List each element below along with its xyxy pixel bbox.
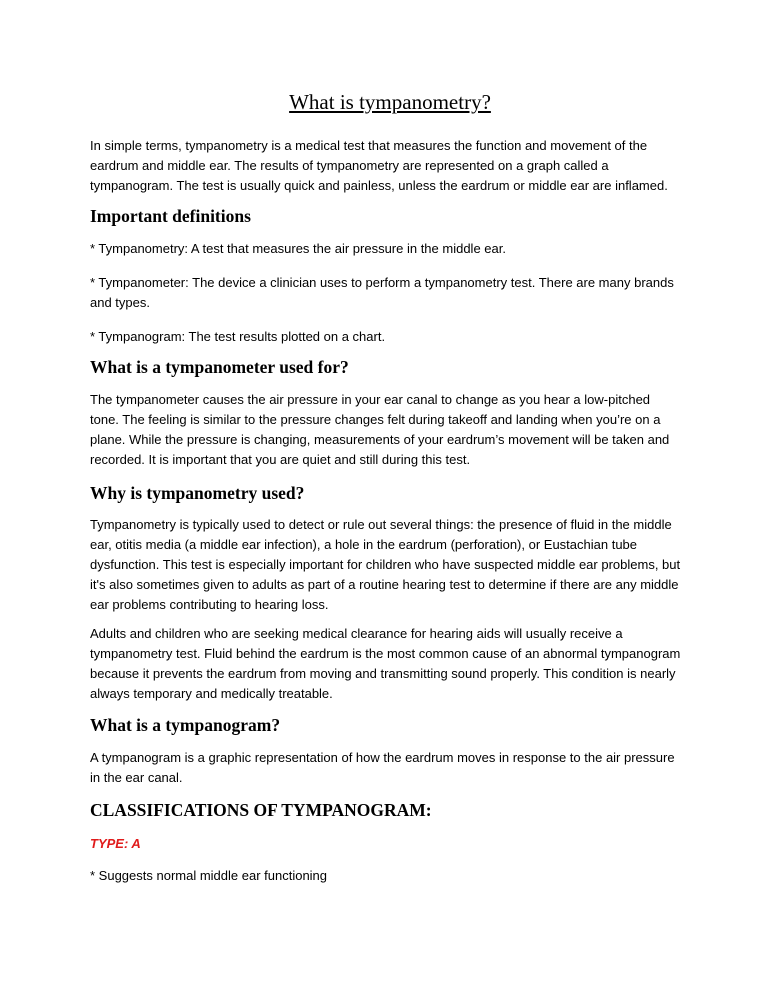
definition-item: * Tympanometry: A test that measures the air pressure in the middle ear. (90, 241, 506, 256)
type-a-note: * Suggests normal middle ear functioning (90, 868, 328, 883)
why-heading: Why is tympanometry used? (90, 483, 305, 503)
why-paragraph: Tympanometry is typically used to detect or rule out several things: the presence of fluid in the middle ear, otitis media (a middle ear infection), a hole in the eardrum (perforation), or Eustachian tube dysfunction. This test is especially important for children who have suspected middle ear problems, but it's also sometimes given to adults as part of a routine hearing test to determine if there are any middle ear problems contributing to hearing loss. (90, 517, 681, 612)
page-title: What is tympanometry? (289, 90, 491, 114)
intro-paragraph: In simple terms, tympanometry is a medical test that measures the function and movement of the eardrum and middle ear. The results of tympanometry are represented on a graph called a tympanogram. The test is usually quick and painless, unless the eardrum or middle ear are inflamed. (90, 138, 668, 193)
why-paragraph: Adults and children who are seeking medical clearance for hearing aids will usually receive a tympanometry test. Fluid behind the eardrum is the most common cause of an abnormal tympanogram because it prevents the eardrum from moving and transmitting sound properly. This condition is nearly always temporary and medically treatable. (90, 626, 681, 701)
definition-item: * Tympanometer: The device a clinician uses to perform a tympanometry test. There are many brands and types. (90, 275, 674, 310)
classifications-heading: CLASSIFICATIONS OF TYMPANOGRAM: (90, 800, 432, 820)
uses-heading: What is a tympanometer used for? (90, 357, 349, 377)
uses-paragraph: The tympanometer causes the air pressure in your ear canal to change as you hear a low-pitched tone. The feeling is similar to the pressure changes felt during takeoff and landing when you’re on a plane. While the pressure is changing, measurements of your eardrum’s movement will be taken and recorded. It is important that you are quiet and still during this test. (90, 392, 670, 467)
tympanogram-heading: What is a tympanogram? (90, 715, 281, 735)
definitions-heading: Important definitions (90, 206, 251, 226)
type-a-label: TYPE: A (90, 836, 141, 851)
definition-item: * Tympanogram: The test results plotted on a chart. (90, 329, 386, 344)
tympanogram-paragraph: A tympanogram is a graphic representation of how the eardrum moves in response to the air pressure in the ear canal. (90, 750, 675, 785)
